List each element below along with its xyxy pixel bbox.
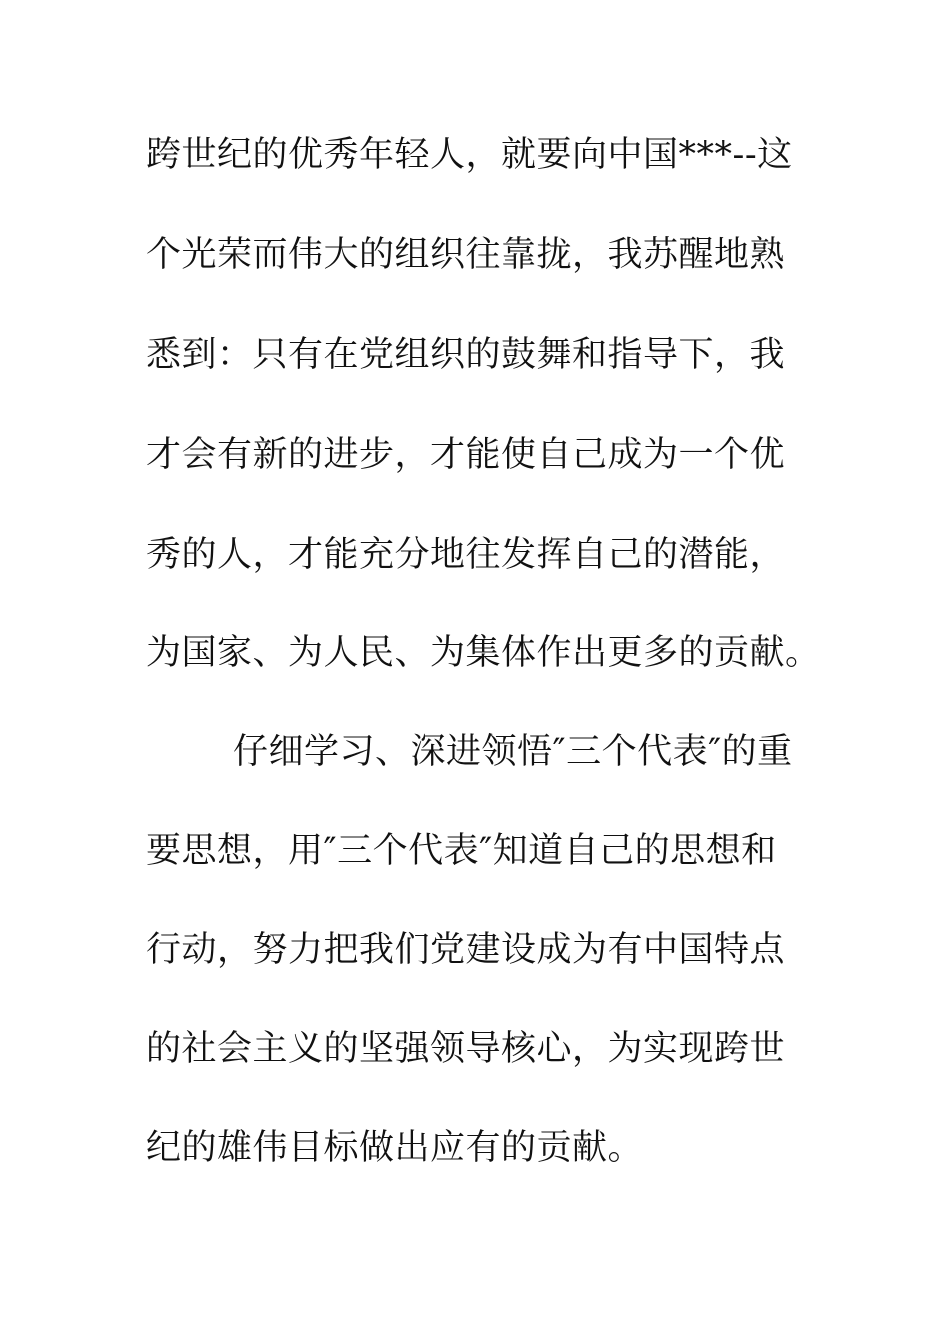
text-line-3: 悉到：只有在党组织的鼓舞和指导下，我 bbox=[146, 335, 786, 375]
text-line-5: 秀的人，才能充分地往发挥自己的潜能， bbox=[146, 535, 786, 575]
paragraph-2-line-1: 仔细学习、深进领悟″三个代表″的重 bbox=[233, 732, 793, 772]
text-line-1: 跨世纪的优秀年轻人，就要向中国***--这 bbox=[146, 135, 793, 175]
text-line-11: 纪的雄伟目标做出应有的贡献。 bbox=[146, 1128, 644, 1168]
text-line-4: 才会有新的进步，才能使自己成为一个优 bbox=[146, 435, 786, 475]
text-line-2: 个光荣而伟大的组织往靠拢，我苏醒地熟 bbox=[146, 235, 786, 275]
text-line-8: 要思想，用″三个代表″知道自己的思想和 bbox=[146, 831, 777, 871]
text-line-10: 的社会主义的坚强领导核心，为实现跨世 bbox=[146, 1029, 786, 1069]
text-line-6: 为国家、为人民、为集体作出更多的贡献。 bbox=[146, 633, 821, 673]
text-line-9: 行动，努力把我们党建设成为有中国特点 bbox=[146, 930, 786, 970]
